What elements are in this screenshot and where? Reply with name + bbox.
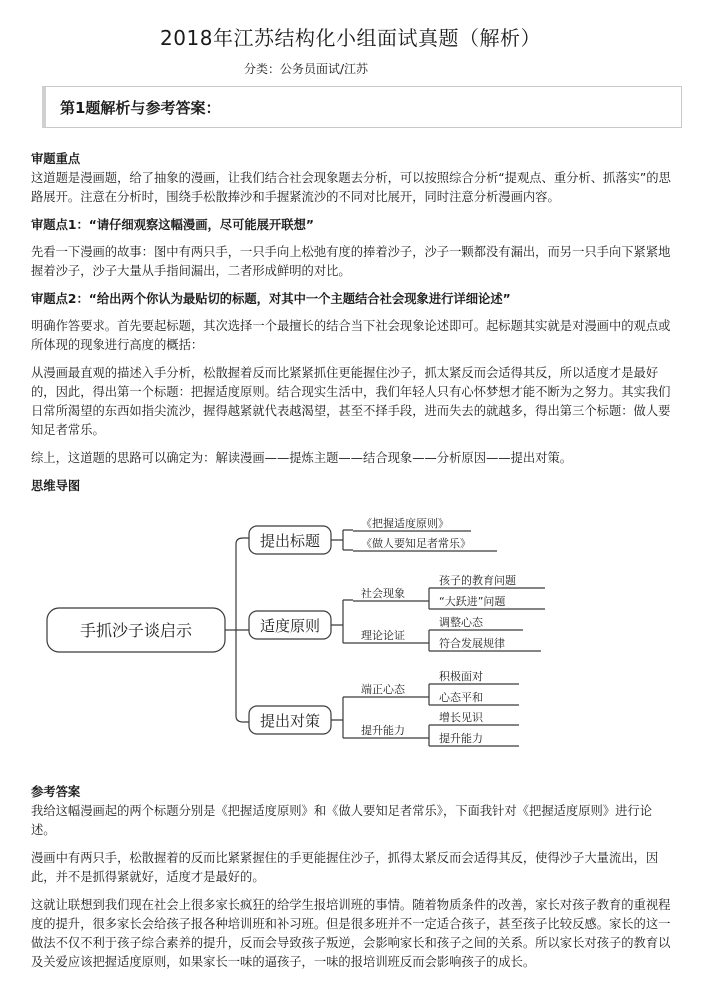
- mindmap-leaf: 《做人要知足者常乐》: [361, 537, 471, 550]
- mindmap-branch-1: 提出标题: [259, 532, 321, 550]
- mindmap-connector: [423, 630, 435, 651]
- mind-map: [31, 500, 576, 772]
- mindmap-leaf: 孩子的教育问题: [439, 574, 516, 587]
- banner-title: 第1题解析与参考答案：: [60, 99, 221, 117]
- mindmap-connector: [423, 684, 435, 705]
- mindmap-connector: [331, 697, 353, 738]
- mindmap-connector: [423, 588, 435, 609]
- mindmap-connector: [236, 538, 249, 722]
- mindmap-sub: 理论论证: [361, 629, 405, 642]
- mindmap-connector: [331, 600, 353, 643]
- mindmap-branch-2: 适度原则: [259, 617, 321, 635]
- mindmap-leaf: 提升能力: [439, 732, 483, 745]
- mindmap-sub: 端正心态: [361, 683, 405, 696]
- mindmap-leaf: 《把握适度原则》: [361, 517, 449, 530]
- answer-heading: 参考答案: [31, 785, 81, 799]
- point1-text: 先看一下漫画的故事：图中有两只手，一只手向上松弛有度的捧着沙子，沙子一颗都没有漏出，而另一只手向下紧紧地握着沙子，沙子大量从手指间漏出，二者形成鲜明的对比。: [31, 245, 671, 278]
- answer-banner: [42, 86, 682, 128]
- summary-text: 综上，这道题的思路可以确定为：解读漫画——提炼主题——结合现象——分析原因——提出对策。: [31, 451, 573, 465]
- key-points-text: 这道题是漫画题，给了抽象的漫画，让我们结合社会现象题去分析，可以按照综合分析“提观点、重分析、抓落实”的思路展开。注意在分析时，围绕手松散捧沙和手握紧流沙的不同对比展开，同时注意分析漫画内容。: [31, 171, 671, 204]
- mindmap-root: 手抓沙子谈启示: [79, 621, 193, 640]
- page-title: 2018年江苏结构化小组面试真题（解析）: [160, 26, 541, 50]
- point2-text-2: 从漫画最直观的描述入手分析，松散握着反而比紧紧抓住更能握住沙子，抓太紧反而会适得其反，所以适度才是最好的，因此，得出第一个标题：把握适度原则。结合现实生活中，我们年轻人只有心怀梦想才能不断为之努力。其实我们日常所渴望的东西如指尖流沙，握得越紧就代表越渴望，甚至不择手段，进而失去的就越多，得出第三个标题：做人要知足者常乐。: [31, 366, 671, 437]
- mindmap-leaf: 调整心态: [439, 616, 483, 629]
- mindmap-leaf: 积极面对: [439, 670, 483, 683]
- answer-paragraph-3: 这就让联想到我们现在社会上很多家长疯狂的给学生报培训班的事情。随着物质条件的改善，家长对孩子教育的重视程度的提升，很多家长会给孩子报各种培训班和补习班。但是很多班并不一定适合孩子，甚至孩子比较反感。家长的这一做法不仅不利于孩子综合素养的提升，反而会导致孩子叛逆，会影响家长和孩子之间的关系。所以家长对孩子的教育以及关爱应该把握适度原则，如果家长一味的逼孩子，一味的报培训班反而会影响孩子的成长。: [31, 898, 671, 969]
- point2-heading: 审题点2：“给出两个你认为最贴切的标题，对其中一个主题结合社会现象进行详细论述”: [31, 292, 511, 306]
- mindmap-leaf: “大跃进”问题: [439, 595, 506, 608]
- mindmap-leaf: 增长见识: [439, 711, 483, 724]
- mindmap-connector: [331, 530, 353, 550]
- mindmap-leaf: 符合发展规律: [439, 637, 505, 650]
- mindmap-heading: 思维导图: [31, 479, 81, 493]
- answer-paragraph-2: 漫画中有两只手，松散握着的反而比紧紧握住的手更能握住沙子，抓得太紧反而会适得其反，使得沙子大量流出，因此，并不是抓得紧就好，适度才是最好的。: [31, 851, 659, 884]
- point1-heading: 审题点1：“请仔细观察这幅漫画，尽可能展开联想”: [31, 218, 314, 232]
- category-label: 分类：公务员面试/江苏: [244, 62, 369, 76]
- mind-map-canvas: [31, 500, 576, 772]
- answer-paragraph-1: 我给这幅漫画起的两个标题分别是《把握适度原则》和《做人要知足者常乐》，下面我针对《把握适度原则》进行论述。: [31, 804, 652, 837]
- mindmap-sub: 提升能力: [361, 724, 405, 737]
- point2-text-1: 明确作答要求。首先要起标题，其次选择一个最擅长的结合当下社会现象论述即可。起标题其实就是对漫画中的观点或所体现的现象进行高度的概括：: [31, 319, 671, 352]
- mindmap-branch-3: 提出对策: [259, 712, 321, 730]
- key-points-heading: 审题重点: [31, 152, 81, 166]
- mindmap-leaf: 心态平和: [439, 691, 483, 704]
- mindmap-connector: [423, 725, 435, 746]
- mindmap-sub: 社会现象: [361, 587, 405, 600]
